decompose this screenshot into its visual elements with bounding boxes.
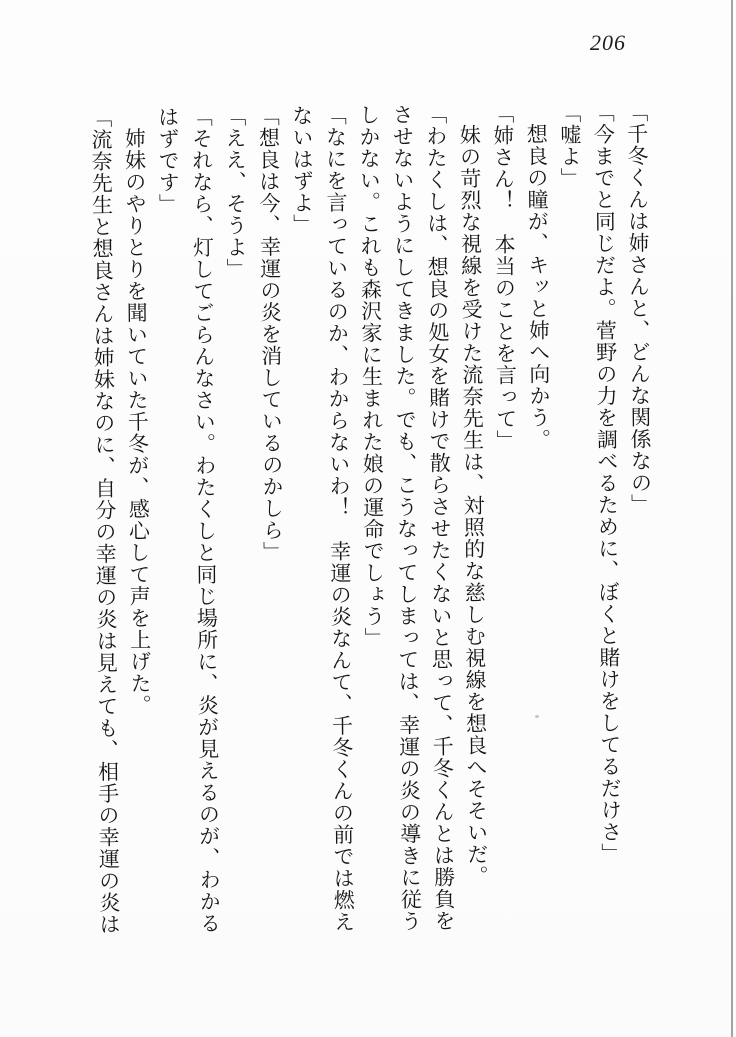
text-column: ないはずよ」 [289,104,315,236]
text-column: しかない。これも森沢家に生まれた娘の運命でしょう」 [356,103,386,650]
text-column: はずです」 [155,105,181,216]
text-column: 「今までと同じだよ。菅野の力を調べるために、ぼくと賭けをしてるだけさ」 [590,101,623,865]
text-column: 「千冬くんは姉さんと、どんな関係なの」 [624,101,653,516]
text-column: 「なにを言っているのか、わからないわ！ 幸運の炎なんて、千冬くんの前では燃え [322,104,356,933]
text-column: 「わたくしは、想良の処女を賭けで散らさせたくないと思って、千冬くんとは勝負を [423,103,456,932]
text-column: 想良の瞳が、キッと姉へ向かう。 [523,123,552,451]
text-column: 「それなら、灯してごらんなさい。わたくしと同じ場所に、炎が見えるのが、わかる [188,105,222,935]
text-column: 「流奈先生と想良さんは姉妹なのに、自分の幸運の炎は見えても、相手の幸運の炎は [88,106,121,936]
text-column: 妹の苛烈な視線を受けた流奈先生は、対照的な慈しむ視線を想良へそそいだ。 [456,123,489,888]
text-column: 「嘘よ」 [557,101,582,190]
text-column: 「姉さん！ 本当のことを言って」 [490,102,518,452]
scan-speck [535,715,539,718]
vertical-text-block [83,101,661,951]
text-column: させないようにしてきました。でも、こうなってしまっては、幸運の炎の導きに従う [389,103,423,933]
text-column: 姉妹のやりとりを聞いていた千冬が、感心して声を上げた。 [121,127,152,717]
scan-edge-line [731,0,733,1037]
text-column: 「ええ、そうよ」 [222,105,248,280]
text-column: 「想良は今、幸運の炎を消しているのかしら」 [255,104,285,563]
page-number: 206 [590,30,626,55]
